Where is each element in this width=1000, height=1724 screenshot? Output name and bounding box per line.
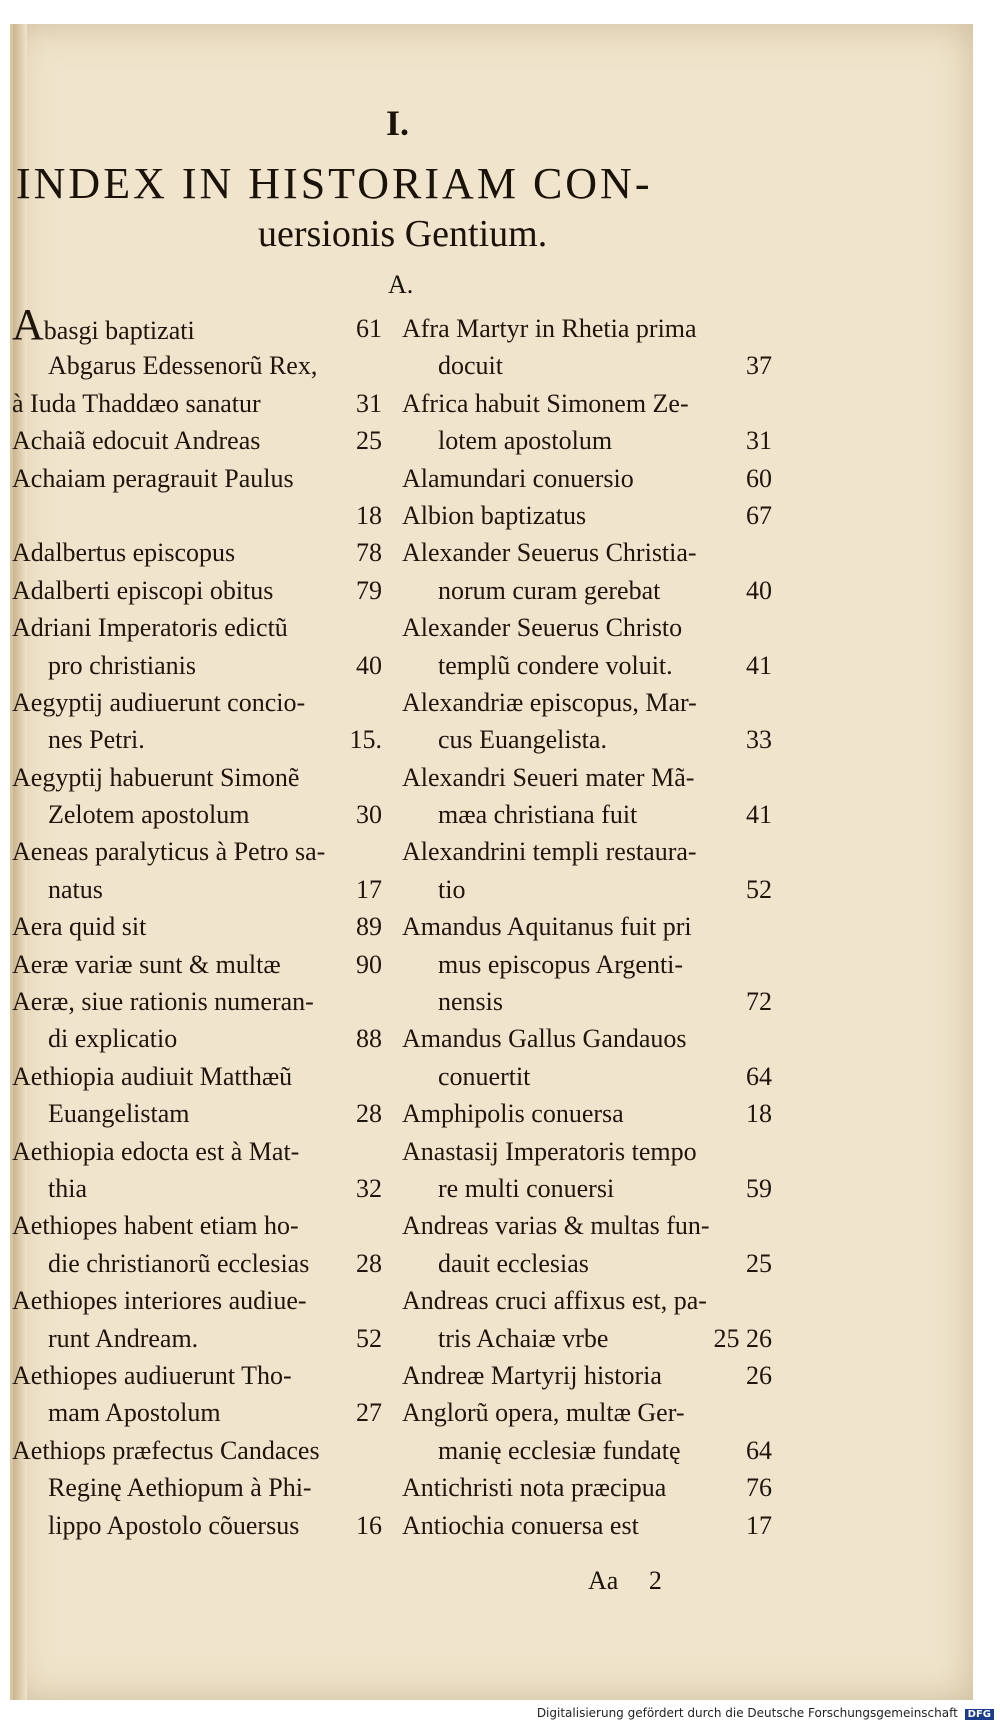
index-entry (12, 1095, 382, 1132)
entry-label: runt Andream. (48, 1323, 199, 1353)
entry-label: nes Petri. (48, 725, 145, 755)
entry-text (48, 347, 317, 384)
entry-page-number: 25 (746, 1248, 772, 1278)
entry-text (48, 1394, 221, 1431)
entry-text (438, 796, 637, 833)
entry-text (438, 647, 673, 684)
entry-label: Alexander Seuerus Christo (402, 613, 683, 643)
index-entry (402, 946, 772, 983)
index-entry (12, 1170, 382, 1207)
index-entry (402, 721, 772, 758)
index-entry (402, 759, 772, 796)
entry-label: Adalberti episcopi obitus (12, 575, 274, 605)
entry-page-number: 78 (356, 538, 382, 568)
entry-label: Zelotem apostolum (48, 800, 250, 830)
entry-page-number: 40 (746, 575, 772, 605)
index-entry (402, 1133, 772, 1170)
entry-text (48, 796, 249, 833)
index-entry (12, 609, 382, 646)
index-entry (12, 1133, 382, 1170)
entry-page-number: 27 (356, 1398, 382, 1428)
entry-label: Amandus Gallus Gandauos (402, 1024, 687, 1054)
entry-label: tris Achaiæ vrbe (438, 1323, 609, 1353)
index-entry (12, 534, 382, 571)
entry-label: Achaiã edocuit Andreas (12, 426, 261, 456)
index-entry (12, 983, 382, 1020)
entry-label: Amphipolis conuersa (402, 1099, 624, 1129)
index-entry (12, 347, 382, 384)
entry-text (438, 347, 503, 384)
entry-page-number: 32 (356, 1173, 382, 1203)
drop-initial: A (12, 300, 44, 349)
index-entry (12, 1432, 382, 1469)
index-entry (402, 908, 772, 945)
index-entry (12, 871, 382, 908)
entry-label: Aethiopes audiuerunt Tho- (12, 1360, 292, 1390)
entry-label: Andreas varias & multas fun- (402, 1211, 710, 1241)
entry-text (438, 572, 660, 609)
index-entry (402, 1020, 772, 1057)
entry-text (12, 1133, 299, 1170)
entry-page-number: 52 (746, 874, 772, 904)
entry-page-number: 60 (746, 463, 772, 493)
entry-label: die christianorũ ecclesias (48, 1248, 310, 1278)
entry-page-number: 18 (356, 500, 382, 530)
index-entry (12, 497, 382, 534)
entry-label: à Iuda Thaddæo sanatur (12, 388, 261, 418)
index-entry (402, 1320, 772, 1357)
entry-page-number: 31 (746, 426, 772, 456)
entry-text (48, 721, 145, 758)
entry-page-number: 16 (356, 1510, 382, 1540)
index-entry (402, 310, 772, 347)
entry-label: Africa habuit Simonem Ze- (402, 388, 689, 418)
index-entry (12, 946, 382, 983)
entry-text (402, 609, 682, 646)
index-entry (12, 833, 382, 870)
index-entry (402, 1207, 772, 1244)
index-entry (12, 796, 382, 833)
entry-text (402, 1020, 687, 1057)
entry-label: Antiochia conuersa est (402, 1510, 639, 1540)
entry-label: Alexandriæ episcopus, Mar- (402, 687, 697, 717)
index-entry (12, 1020, 382, 1057)
entry-page-number: 76 (746, 1473, 772, 1503)
entry-text (48, 1020, 177, 1057)
entry-page-number: 79 (356, 575, 382, 605)
entry-text (12, 1432, 320, 1469)
entry-page-number: 90 (356, 949, 382, 979)
entry-label: basgi baptizati (43, 316, 195, 345)
index-entry (402, 1282, 772, 1319)
entry-label: Anastasij Imperatoris tempo (402, 1136, 697, 1166)
entry-text (402, 534, 697, 571)
index-entry (402, 684, 772, 721)
entry-text (48, 1245, 309, 1282)
index-entry (402, 422, 772, 459)
index-entry (402, 1432, 772, 1469)
entry-label: Antichristi nota præcipua (402, 1473, 667, 1503)
index-entry (402, 1170, 772, 1207)
entry-label: Aeræ variæ sunt & multæ (12, 949, 281, 979)
entry-text (48, 1507, 299, 1544)
entry-page-number: 28 (356, 1099, 382, 1129)
index-entry (12, 1469, 382, 1506)
entry-label: Aethiops præfectus Candaces (12, 1435, 320, 1465)
index-entry (402, 572, 772, 609)
funding-note (537, 1706, 994, 1720)
entry-page-number: 59 (746, 1173, 772, 1203)
entry-page-number: 40 (356, 650, 382, 680)
index-entry (12, 385, 382, 422)
entry-text (438, 721, 607, 758)
signature-mark: I. (386, 103, 410, 143)
entry-text (402, 684, 697, 721)
entry-page-number: 30 (356, 800, 382, 830)
entry-label: thia (48, 1173, 87, 1203)
index-entry (12, 422, 382, 459)
entry-text (48, 871, 103, 908)
entry-text (402, 1095, 624, 1132)
index-entry (402, 609, 772, 646)
index-entry (402, 1357, 772, 1394)
entry-text (48, 1320, 198, 1357)
entry-label: docuit (438, 351, 503, 381)
entry-page-number: 25 (356, 426, 382, 456)
entry-page-number: 64 (746, 1061, 772, 1091)
index-entry (12, 1282, 382, 1319)
entry-page-number: 25 26 (713, 1323, 772, 1353)
index-entry (12, 908, 382, 945)
entry-label: Aeræ, siue rationis numeran- (12, 987, 314, 1017)
right-index-column (402, 310, 772, 1544)
entry-label: dauit ecclesias (438, 1248, 589, 1278)
entry-label: Afra Martyr in Rhetia prima (402, 314, 697, 343)
entry-label: lippo Apostolo cõuersus (48, 1510, 300, 1540)
index-entry (402, 983, 772, 1020)
entry-label: templũ condere voluit. (438, 650, 673, 680)
entry-text (12, 1282, 307, 1319)
entry-label: Aegyptij audiuerunt concio- (12, 687, 306, 717)
index-entry (12, 1394, 382, 1431)
funding-note-text: Digitalisierung gefördert durch die Deutsche Forschungsgemeinschaft (536, 1706, 958, 1720)
entry-label: Aera quid sit (12, 912, 147, 942)
footer-signature: Aa 2 (588, 1566, 662, 1595)
entry-text (438, 1432, 681, 1469)
entry-page-number: 52 (356, 1323, 382, 1353)
entry-text (12, 300, 195, 349)
index-entry (402, 1095, 772, 1132)
index-entry (402, 871, 772, 908)
entry-text (402, 833, 697, 870)
section-letter: A. (388, 270, 414, 299)
entry-label: Achaiam peragrauit Paulus (12, 463, 294, 493)
entry-label: natus (48, 874, 103, 904)
entry-label: cus Euangelista. (438, 725, 607, 755)
entry-text (402, 1357, 662, 1394)
index-entry (402, 1469, 772, 1506)
entry-label: Andreæ Martyrij historia (402, 1360, 662, 1390)
entry-label: Anglorũ opera, multæ Ger- (402, 1398, 685, 1428)
entry-text (402, 1282, 707, 1319)
entry-label: Aethiopia audiuit Matthæũ (12, 1061, 293, 1091)
index-entry (12, 572, 382, 609)
entry-label: mam Apostolum (48, 1398, 221, 1428)
index-entry (12, 721, 382, 758)
entry-text (438, 1320, 608, 1357)
index-entry (402, 833, 772, 870)
entry-text (12, 385, 261, 422)
index-entry (402, 796, 772, 833)
entry-text (438, 871, 465, 908)
entry-text (402, 1507, 639, 1544)
entry-text (48, 1095, 190, 1132)
entry-text (402, 908, 692, 945)
index-entry (12, 1207, 382, 1244)
index-entry (12, 1245, 382, 1282)
entry-page-number: 33 (746, 725, 772, 755)
index-entry (12, 1507, 382, 1544)
entry-label: Albion baptizatus (402, 500, 587, 530)
dfg-logo: DFG (965, 1709, 994, 1720)
index-entry (402, 1058, 772, 1095)
entry-label: Reginę Aethiopum à Phi- (48, 1473, 312, 1503)
entry-label: Euangelistam (48, 1099, 190, 1129)
index-title-line-1: INDEX IN HISTORIAM CON- (16, 159, 653, 208)
entry-label: pro christianis (48, 650, 197, 680)
entry-text (12, 572, 273, 609)
entry-page-number: 28 (356, 1248, 382, 1278)
entry-label: Alexandrini templi restaura- (402, 837, 697, 867)
entry-text (402, 497, 586, 534)
entry-label: Aethiopes interiores audiue- (12, 1286, 307, 1316)
index-entry (402, 1394, 772, 1431)
index-entry (12, 300, 382, 349)
entry-label: nensis (438, 987, 503, 1017)
entry-text (438, 1170, 614, 1207)
entry-page-number: 37 (746, 351, 772, 381)
entry-label: re multi conuersi (438, 1173, 615, 1203)
index-entry (402, 460, 772, 497)
index-entry (402, 497, 772, 534)
entry-text (12, 1357, 292, 1394)
entry-label: Alexandri Seueri mater Mã- (402, 762, 695, 792)
index-entry (12, 759, 382, 796)
entry-label: Aeneas paralyticus à Petro sa- (12, 837, 326, 867)
index-entry (402, 647, 772, 684)
index-title-line-2: uersionis Gentium. (258, 213, 548, 255)
entry-page-number: 31 (356, 388, 382, 418)
entry-text (12, 946, 281, 983)
entry-text (12, 1207, 299, 1244)
entry-text (12, 983, 314, 1020)
entry-page-number: 17 (746, 1510, 772, 1540)
entry-label: manię ecclesiæ fundatę (438, 1435, 681, 1465)
entry-text (48, 1170, 87, 1207)
entry-text (48, 647, 196, 684)
entry-label: tio (438, 874, 466, 904)
entry-page-number: 72 (746, 987, 772, 1017)
entry-page-number: 17 (356, 874, 382, 904)
entry-text (438, 983, 503, 1020)
entry-text (438, 1245, 589, 1282)
entry-text (12, 759, 299, 796)
entry-page-number: 88 (356, 1024, 382, 1054)
entry-text (402, 1207, 710, 1244)
index-entry (402, 385, 772, 422)
entry-text (438, 946, 683, 983)
entry-page-number: 41 (746, 800, 772, 830)
entry-text (12, 833, 325, 870)
entry-text (402, 759, 694, 796)
entry-label: Adalbertus episcopus (12, 538, 236, 568)
index-entry (402, 347, 772, 384)
entry-text (12, 460, 294, 497)
entry-page-number: 41 (746, 650, 772, 680)
entry-page-number: 67 (746, 500, 772, 530)
index-entry (402, 534, 772, 571)
entry-label: Andreas cruci affixus est, pa- (402, 1286, 707, 1316)
entry-page-number: 26 (746, 1360, 772, 1390)
entry-label: mæa christiana fuit (438, 800, 638, 830)
entry-label: conuertit (438, 1061, 531, 1091)
entry-label: Aethiopes habent etiam ho- (12, 1211, 299, 1241)
index-entry (12, 1357, 382, 1394)
entry-text (12, 422, 260, 459)
index-entry (12, 1320, 382, 1357)
entry-text (12, 908, 146, 945)
index-entry (12, 684, 382, 721)
index-entry (402, 1245, 772, 1282)
entry-text (48, 1469, 312, 1506)
entry-page-number: 64 (746, 1435, 772, 1465)
entry-text (12, 684, 305, 721)
entry-label: Aegyptij habuerunt Simonẽ (12, 762, 300, 792)
entry-text (12, 609, 288, 646)
entry-text (402, 1133, 697, 1170)
entry-page-number: 18 (746, 1099, 772, 1129)
entry-label: Amandus Aquitanus fuit pri (402, 912, 692, 942)
left-index-column (12, 300, 382, 1544)
entry-text (402, 1394, 685, 1431)
entry-page-number: 15. (349, 725, 382, 755)
entry-text (438, 422, 612, 459)
entry-text (402, 310, 697, 347)
entry-text (12, 1058, 292, 1095)
entry-text (438, 1058, 530, 1095)
entry-text (12, 534, 235, 571)
index-entry (12, 460, 382, 497)
entry-label: mus episcopus Argenti- (438, 949, 684, 979)
entry-label: Alamundari conuersio (402, 463, 634, 493)
entry-text (402, 1469, 666, 1506)
index-entry (12, 1058, 382, 1095)
entry-page-number: 89 (356, 912, 382, 942)
index-entry (12, 647, 382, 684)
entry-label: Abgarus Edessenorũ Rex, (48, 351, 318, 381)
entry-label: norum curam gerebat (438, 575, 661, 605)
index-entry (402, 1507, 772, 1544)
entry-text (402, 460, 634, 497)
entry-label: Alexander Seuerus Christia- (402, 538, 697, 568)
entry-label: di explicatio (48, 1024, 178, 1054)
entry-label: Adriani Imperatoris edictũ (12, 613, 288, 643)
entry-text (402, 385, 689, 422)
entry-label: lotem apostolum (438, 426, 613, 456)
entry-label: Aethiopia edocta est à Mat- (12, 1136, 300, 1166)
entry-page-number: 61 (356, 314, 382, 343)
